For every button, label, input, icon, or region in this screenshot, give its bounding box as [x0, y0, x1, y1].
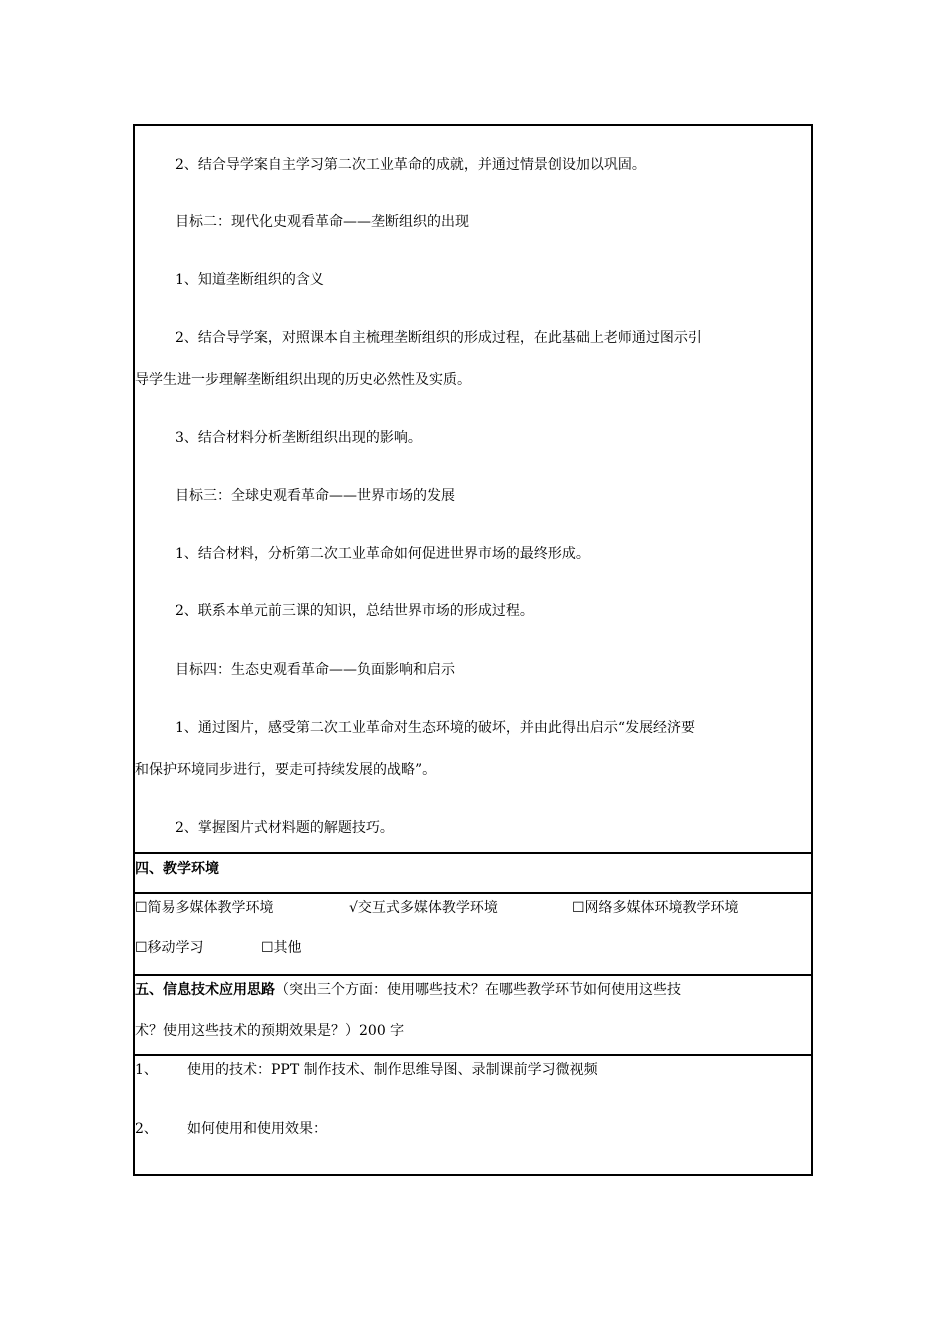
row-divider [135, 1054, 811, 1056]
text-line: 和保护环境同步进行，要走可持续发展的战略”。 [135, 762, 437, 778]
section-heading-text: 五、信息技术应用思路 [135, 982, 275, 998]
goal-heading: 目标三：全球史观看革命——世界市场的发展 [175, 488, 455, 504]
row-divider [135, 852, 811, 854]
option-mobile-learning[interactable]: ☐移动学习 [135, 940, 204, 956]
text-line: 3、结合材料分析垄断组织出现的影响。 [175, 430, 422, 446]
text-line: 2、结合导学案自主学习第二次工业革命的成就，并通过情景创设加以巩固。 [175, 157, 646, 173]
option-other[interactable]: ☐其他 [261, 940, 302, 956]
section-note-continued: 术？使用这些技术的预期效果是？）200 字 [135, 1023, 405, 1039]
text-line: 1、通过图片，感受第二次工业革命对生态环境的破坏，并由此得出启示“发展经济要 [175, 720, 696, 736]
list-item-text: 使用的技术：PPT 制作技术、制作思维导图、录制课前学习微视频 [187, 1062, 598, 1078]
section-heading-it-application [135, 981, 681, 999]
list-item-text: 如何使用和使用效果： [187, 1121, 327, 1137]
text-line: 2、掌握图片式材料题的解题技巧。 [175, 820, 394, 836]
text-line: 导学生进一步理解垄断组织出现的历史必然性及实质。 [135, 372, 471, 388]
text-line: 2、联系本单元前三课的知识，总结世界市场的形成过程。 [175, 603, 534, 619]
list-item-number: 2、 [135, 1121, 158, 1137]
goal-heading: 目标二：现代化史观看革命——垄断组织的出现 [175, 214, 469, 230]
goal-heading: 目标四：生态史观看革命——负面影响和启示 [175, 662, 455, 678]
row-divider [135, 892, 811, 894]
option-network-multimedia[interactable]: ☐网络多媒体环境教学环境 [572, 900, 739, 916]
text-line: 2、结合导学案，对照课本自主梳理垄断组织的形成过程，在此基础上老师通过图示引 [175, 330, 702, 346]
option-interactive-multimedia[interactable]: √交互式多媒体教学环境 [349, 900, 498, 916]
row-divider [135, 974, 811, 976]
section-note: （突出三个方面：使用哪些技术？在哪些教学环节如何使用这些技 [275, 982, 681, 998]
list-item-number: 1、 [135, 1062, 158, 1078]
section-heading-environment: 四、教学环境 [135, 861, 219, 877]
lesson-plan-table [133, 124, 813, 1176]
text-line: 1、结合材料，分析第二次工业革命如何促进世界市场的最终形成。 [175, 546, 590, 562]
option-simple-multimedia[interactable]: ☐简易多媒体教学环境 [135, 900, 274, 916]
text-line: 1、知道垄断组织的含义 [175, 272, 324, 288]
